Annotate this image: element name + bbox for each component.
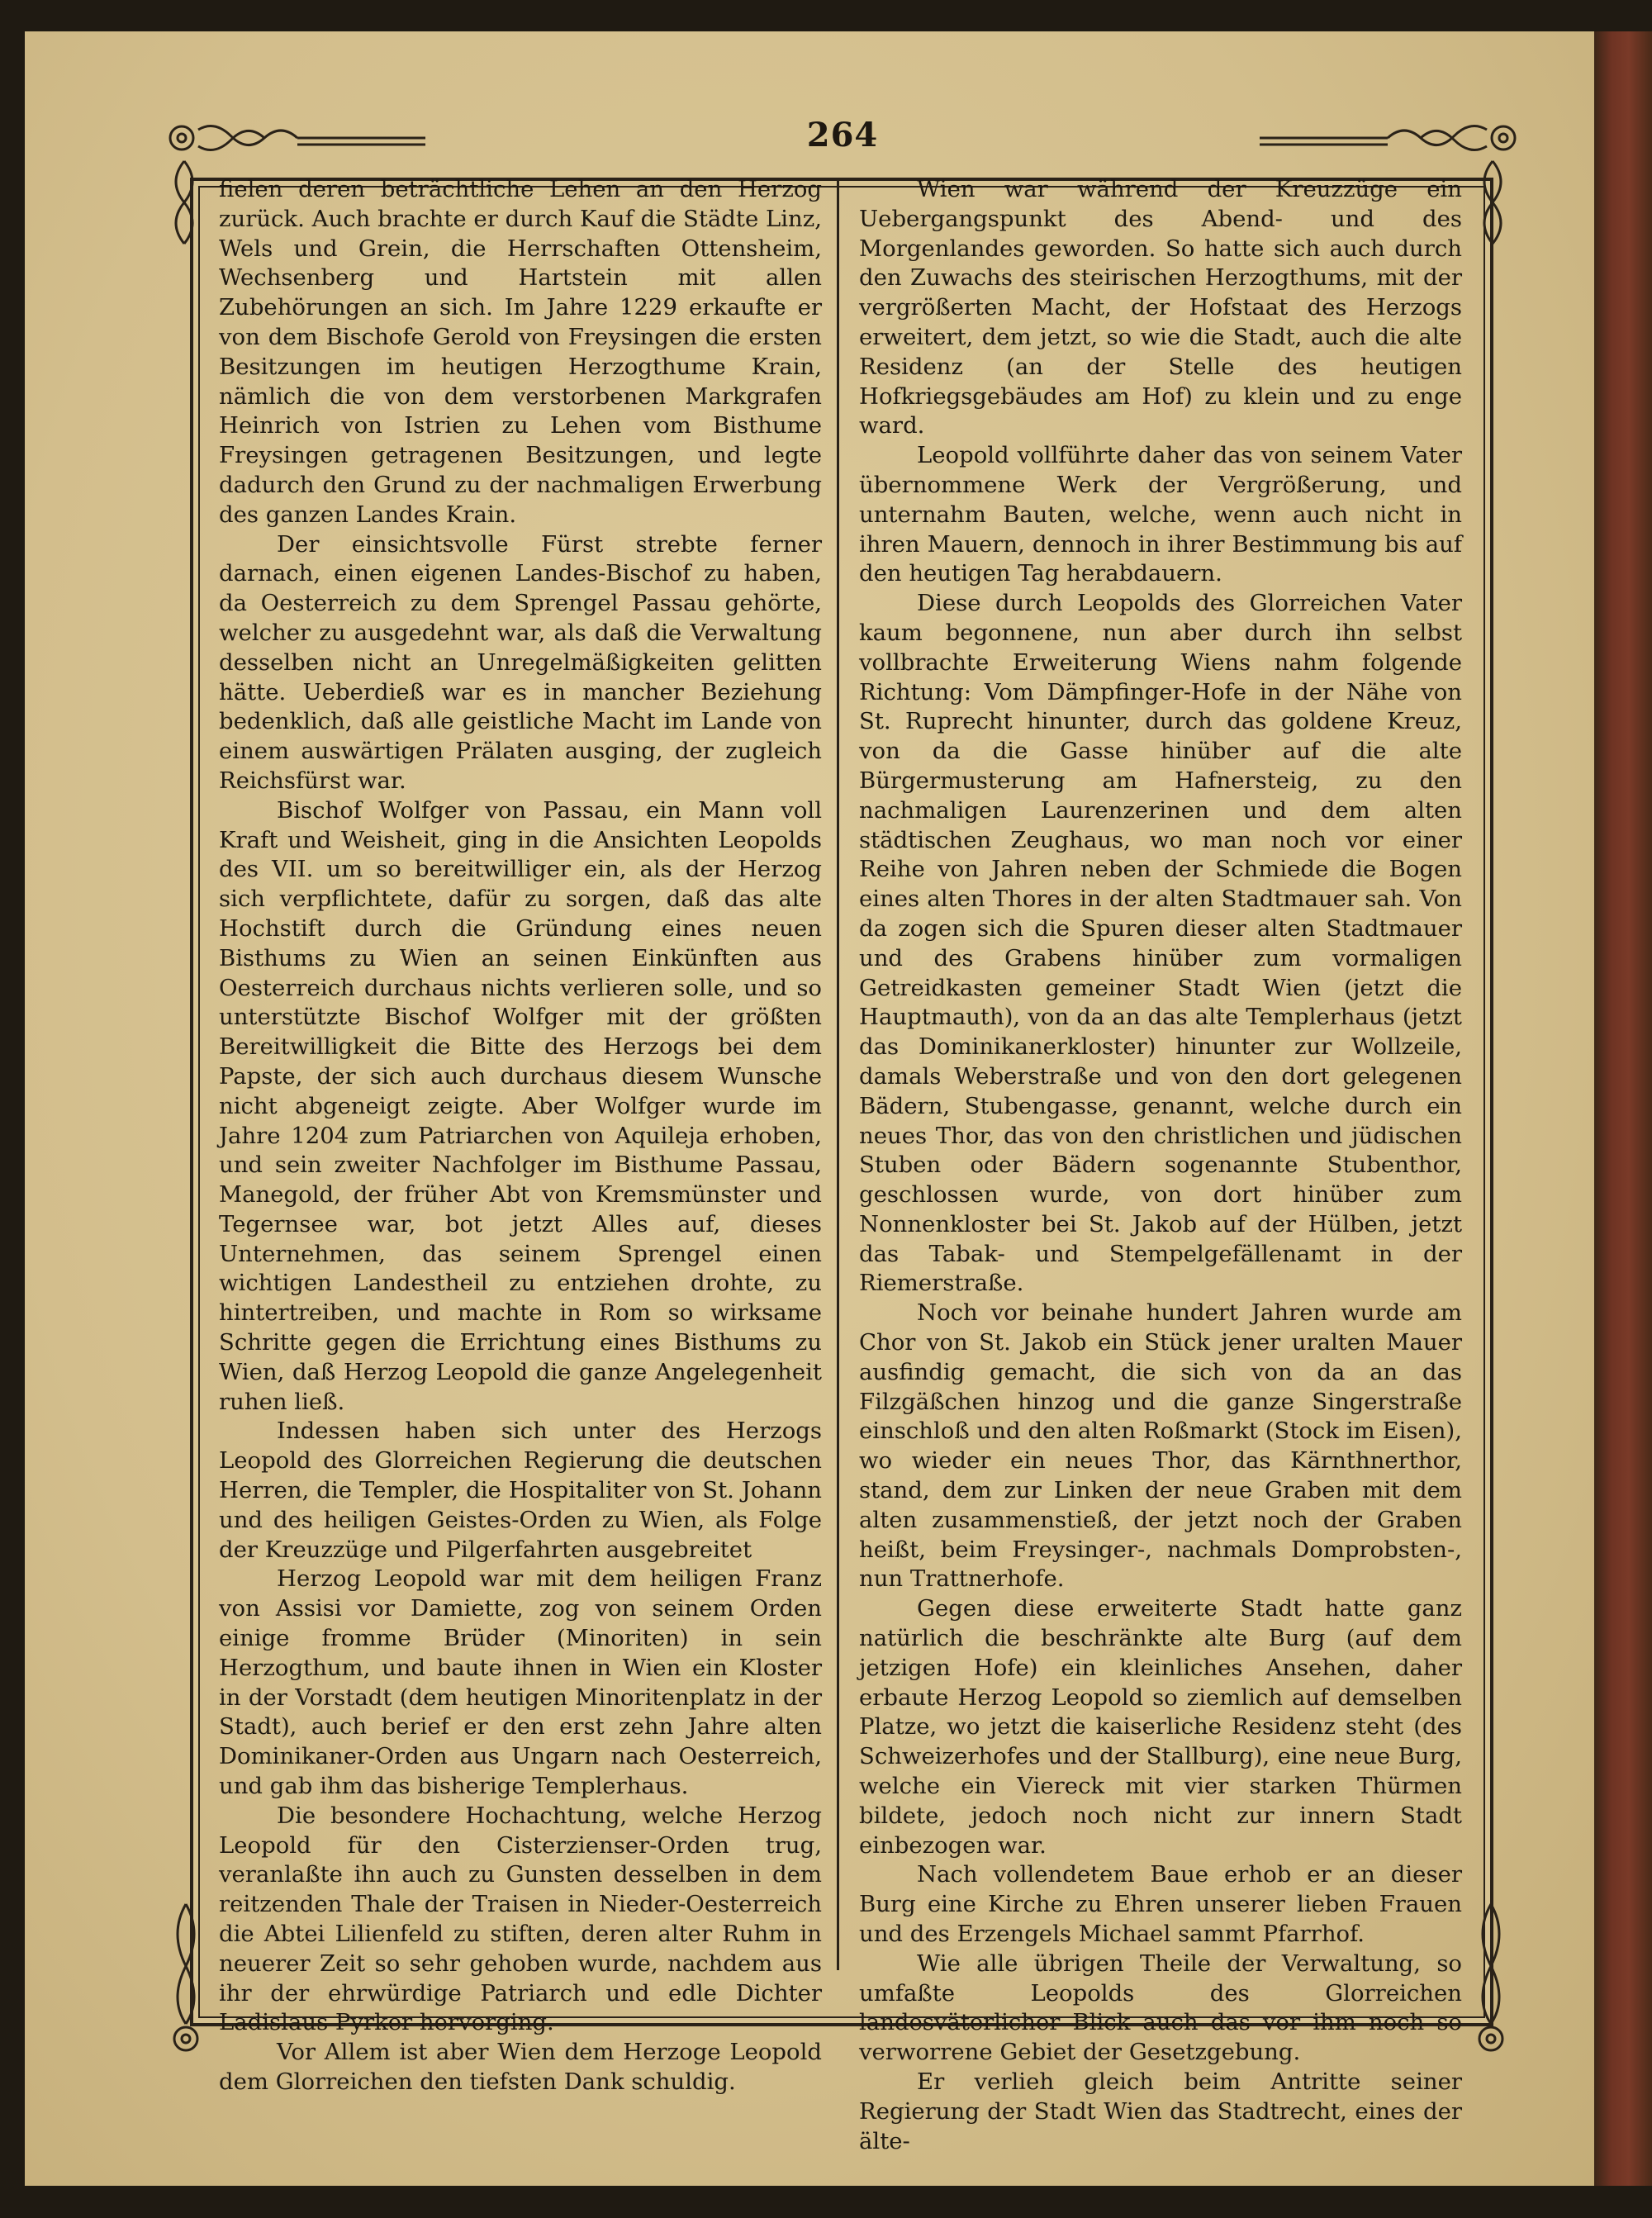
paragraph: Der einsichtsvolle Fürst strebte ferner darnach, einen eigenen Landes-Bischof zu haben, da Oesterreich zu dem Sprengel Passau gehörte, welcher zu ausgedehnt war, als daß die Verwaltung desselben nicht an Unregelmäßigkeiten gelitten hätte. Ueberdieß war es in mancher Beziehung bedenklich, daß alle geistliche Macht im Lande von einem auswärtigen Prälaten ausging, der zugleich Reichsfürst war.: [219, 530, 822, 794]
paragraph: Herzog Leopold war mit dem heiligen Franz von Assisi vor Damiette, zog von seinem Orden einige fromme Brüder (Minoriten) in sein Herzogthum, und baute ihnen in Wien ein Kloster in der Vorstadt (dem heutigen Minoritenplatz in der Stadt), auch berief er den erst zehn Jahre alten Dominikaner-Orden aus Ungarn nach Oesterreich, und gab ihm das bisherige Templerhaus.: [219, 1565, 822, 1800]
paragraph: Bischof Wolfger von Passau, ein Mann voll Kraft und Weisheit, ging in die Ansichten Leopolds des VII. um so bereitwilliger ein, als der Herzog sich verpflichtete, dafür zu sorgen, daß das alte Hochstift durch die Gründung eines neuen Bisthums zu Wien an seinen Einkünften aus Oesterreich durchaus nichts verlieren solle, und so unterstützte Bischof Wolfger mit der größten Bereitwilligkeit die Bitte des Herzogs bei dem Papste, der sich auch durchaus diesem Wunsche nicht abgeneigt zeigte. Aber Wolfger wurde im Jahre 1204 zum Patriarchen von Aquileja erhoben, und sein zweiter Nachfolger im Bisthume Passau, Manegold, der früher Abt von Kremsmünster und Tegernsee war, bot jetzt Alles auf, dieses Unternehmen, das seinem Sprengel einen wichtigen Landestheil zu entziehen drohte, zu hintertreiben, und machte in Rom so wirksame Schritte gegen die Errichtung eines Bisthums zu Wien, daß Herzog Leopold die ganze Angelegenheit ruhen ließ.: [219, 796, 822, 1415]
left-side-ornament-icon: [164, 157, 205, 248]
paragraph: Er verlieh gleich beim Antritte seiner Regierung der Stadt Wien das Stadtrecht, eines der älte-: [859, 2068, 1462, 2154]
right-side-ornament-icon: [1472, 157, 1513, 248]
paragraph: Wie alle übrigen Theile der Verwaltung, so umfaßte Leopolds des Glorreichen landesväterlicher Blick auch das vor ihm noch so verworrene Gebiet der Gesetzgebung.: [859, 1950, 1462, 2066]
paragraph: fielen deren beträchtliche Lehen an den Herzog zurück. Auch brachte er durch Kauf die Städte Linz, Wels und Grein, die Herrschaften Ottensheim, Wechsenberg und Hartstein mit allen Zubehörungen an sich. Im Jahre 1229 erkaufte er von dem Bischofe Gerold von Freysingen die ersten Besitzungen im heutigen Herzogthume Krain, nämlich die von dem verstorbenen Markgrafen Heinrich von Istrien zu Lehen vom Bisthume Freysingen getragenen Besitzungen, und legte dadurch den Grund zu der nachmaligen Erwerbung des ganzen Landes Krain.: [219, 176, 822, 528]
book-spine: [1594, 31, 1652, 2186]
paragraph: Die besondere Hochachtung, welche Herzog Leopold für den Cisterzienser-Orden trug, veranlaßte ihn auch zu Gunsten desselben in dem reitzenden Thale der Traisen in Nieder-Oesterreich die Abtei Lilienfeld zu stiften, deren alter Ruhm in neuerer Zeit so sehr gehoben wurde, nachdem aus ihr der ehrwürdige Patriarch und edle Dichter Ladislaus Pyrker hervorging.: [219, 1802, 822, 2036]
paragraph: Vor Allem ist aber Wien dem Herzoge Leopold dem Glorreichen den tiefsten Dank schuldig.: [219, 2039, 822, 2095]
paragraph: Diese durch Leopolds des Glorreichen Vater kaum begonnene, nun aber durch ihn selbst vollbrachte Erweiterung Wiens nahm folgende Richtung: Vom Dämpfinger-Hofe in der Nähe von St. Ruprecht hinunter, durch das goldene Kreuz, von da die Gasse hinüber auf die alte Bürgermusterung am Hafnersteig, zu den nachmaligen Laurenzerinen und dem alten städtischen Zeughaus, wo man noch vor einer Reihe von Jahren neben der Schmiede die Bogen eines alten Thores in der alten Stadtmauer sah. Von da zogen sich die Spuren dieser alten Stadtmauer und des Grabens hinüber zum vormaligen Getreidkasten gemeiner Stadt Wien (jetzt die Hauptmauth), von da an das alte Templerhaus (jetzt das Dominikanerkloster) hinunter zur Wollzeile, damals Weberstraße und von den dort gelegenen Bädern, Stubengasse, genannt, welche durch ein neues Thor, das von den christlichen und jüdischen Stuben oder Bädern sogenannte Stubenthor, geschlossen wurde, von dort hinüber zum Nonnenkloster bei St. Jakob auf der Hülben, jetzt das Tabak- und Stempelgefällenamt in der Riemerstraße.: [859, 590, 1462, 1297]
paragraph: Noch vor beinahe hundert Jahren wurde am Chor von St. Jakob ein Stück jener uralten Mauer ausfindig gemacht, die sich von da an das Filzgäßchen hinzog und die ganze Singerstraße einschloß und den alten Roßmarkt (Stock im Eisen), wo wieder ein neues Thor, das Kärnthnerthor, stand, dem zur Linken der neue Graben mit dem alten zusammenstieß, der jetzt noch der Graben heißt, beim Freysinger-, nachmals Domprobsten-, nun Trattnerhofe.: [859, 1299, 1462, 1593]
right-column: [859, 175, 1462, 2156]
paragraph: Gegen diese erweiterte Stadt hatte ganz natürlich die beschränkte alte Burg (auf dem jetzigen Hofe) ein kleinliches Ansehen, daher erbaute Herzog Leopold so ziemlich auf demselben Platze, wo jetzt die kaiserliche Residenz steht (des Schweizerhofes und der Stallburg), eine neue Burg, welche ein Viereck mit vier starken Thürmen bildete, jedoch noch nicht zur innern Stadt einbezogen war.: [859, 1595, 1462, 1859]
column-divider: [837, 178, 839, 1970]
paragraph: Leopold vollführte daher das von seinem Vater übernommene Werk der Vergrößerung, und unternahm Bauten, welche, wenn auch nicht in ihren Mauern, dennoch in ihrer Bestimmung bis auf den heutigen Tag herabdauern.: [859, 442, 1462, 587]
bottom-right-ornament-icon: [1466, 1900, 1516, 2057]
page-number: 264: [806, 116, 879, 154]
paragraph: Nach vollendetem Baue erhob er an dieser Burg eine Kirche zu Ehren unserer lieben Frauen und des Erzengels Michael sammt Pfarrhof.: [859, 1861, 1462, 1948]
paragraph: Wien war während der Kreuzzüge ein Uebergangspunkt des Abend- und des Morgenlandes geworden. So hatte sich auch durch den Zuwachs des steirischen Herzogthums, mit der vergrößerten Macht, der Hofstaat des Herzogs erweitert, dem jetzt, so wie die Stadt, auch die alte Residenz (an der Stelle des heutigen Hofkriegsgebäudes am Hof) zu klein und zu enge ward.: [859, 176, 1462, 439]
left-column: [219, 175, 822, 2097]
paragraph: Indessen haben sich unter des Herzogs Leopold des Glorreichen Regierung die deutschen Herren, die Templer, die Hospitaliter von St. Johann und des heiligen Geistes-Orden zu Wien, als Folge der Kreuzzüge und Pilgerfahrten ausgebreitet: [219, 1418, 822, 1563]
bottom-left-ornament-icon: [161, 1900, 211, 2057]
